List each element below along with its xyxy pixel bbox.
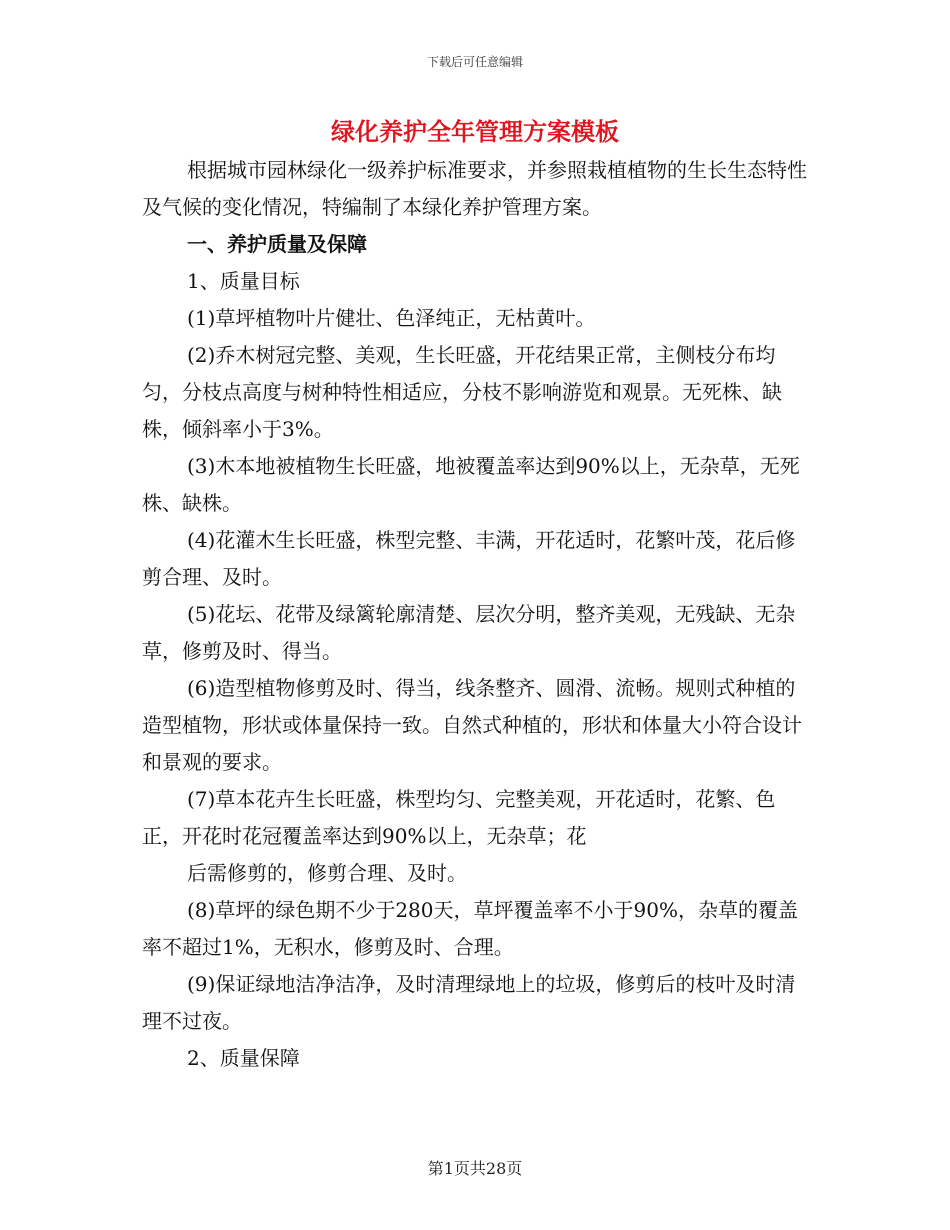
- list-item: (2)乔木树冠完整、美观，生长旺盛，开花结果正常，主侧枝分布均匀，分枝点高度与树种特性相适应，分枝不影响游览和观景。无死株、缺株，倾斜率小于3%。: [142, 343, 782, 441]
- list-item: (7)草本花卉生长旺盛，株型均匀、完整美观，开花适时，花繁、色正，开花时花冠覆盖率达到90%以上，无杂草；花: [142, 787, 776, 848]
- subsection-heading-quality-assurance: 2、质量保障: [187, 1046, 300, 1070]
- page-footer: 第1页共28页: [427, 1159, 523, 1178]
- page-header: 下载后可任意编辑: [426, 55, 523, 69]
- list-item: (8)草坪的绿色期不少于280天，草坪覆盖率不小于90%，杂草的覆盖率不超过1%，无积水，修剪及时、合理。: [142, 898, 798, 959]
- subsection-heading-quality-goal: 1、质量目标: [187, 269, 300, 293]
- document-body: [142, 152, 808, 1077]
- list-item: (5)花坛、花带及绿篱轮廓清楚、层次分明，整齐美观，无残缺、无杂草，修剪及时、得当。: [142, 602, 796, 663]
- list-item: (4)花灌木生长旺盛，株型完整、丰满，开花适时，花繁叶茂，花后修剪合理、及时。: [142, 528, 796, 589]
- list-item: (6)造型植物修剪及时、得当，线条整齐、圆滑、流畅。规则式种植的造型植物，形状或体量保持一致。自然式种植的，形状和体量大小符合设计和景观的要求。: [142, 676, 802, 774]
- list-item: (1)草坪植物叶片健壮、色泽纯正，无枯黄叶。: [187, 306, 596, 330]
- document-title: 绿化养护全年管理方案模板: [331, 118, 619, 146]
- section-heading: 一、养护质量及保障: [187, 232, 367, 256]
- intro-paragraph: 根据城市园林绿化一级养护标准要求，并参照栽植植物的生长生态特性及气候的变化情况，特编制了本绿化养护管理方案。: [142, 158, 807, 219]
- list-item-continuation: 后需修剪的，修剪合理、及时。: [187, 861, 467, 885]
- list-item: (9)保证绿地洁净洁净，及时清理绿地上的垃圾，修剪后的枝叶及时清理不过夜。: [142, 972, 796, 1033]
- list-item: (3)木本地被植物生长旺盛，地被覆盖率达到90%以上，无杂草，无死株、缺株。: [142, 454, 800, 515]
